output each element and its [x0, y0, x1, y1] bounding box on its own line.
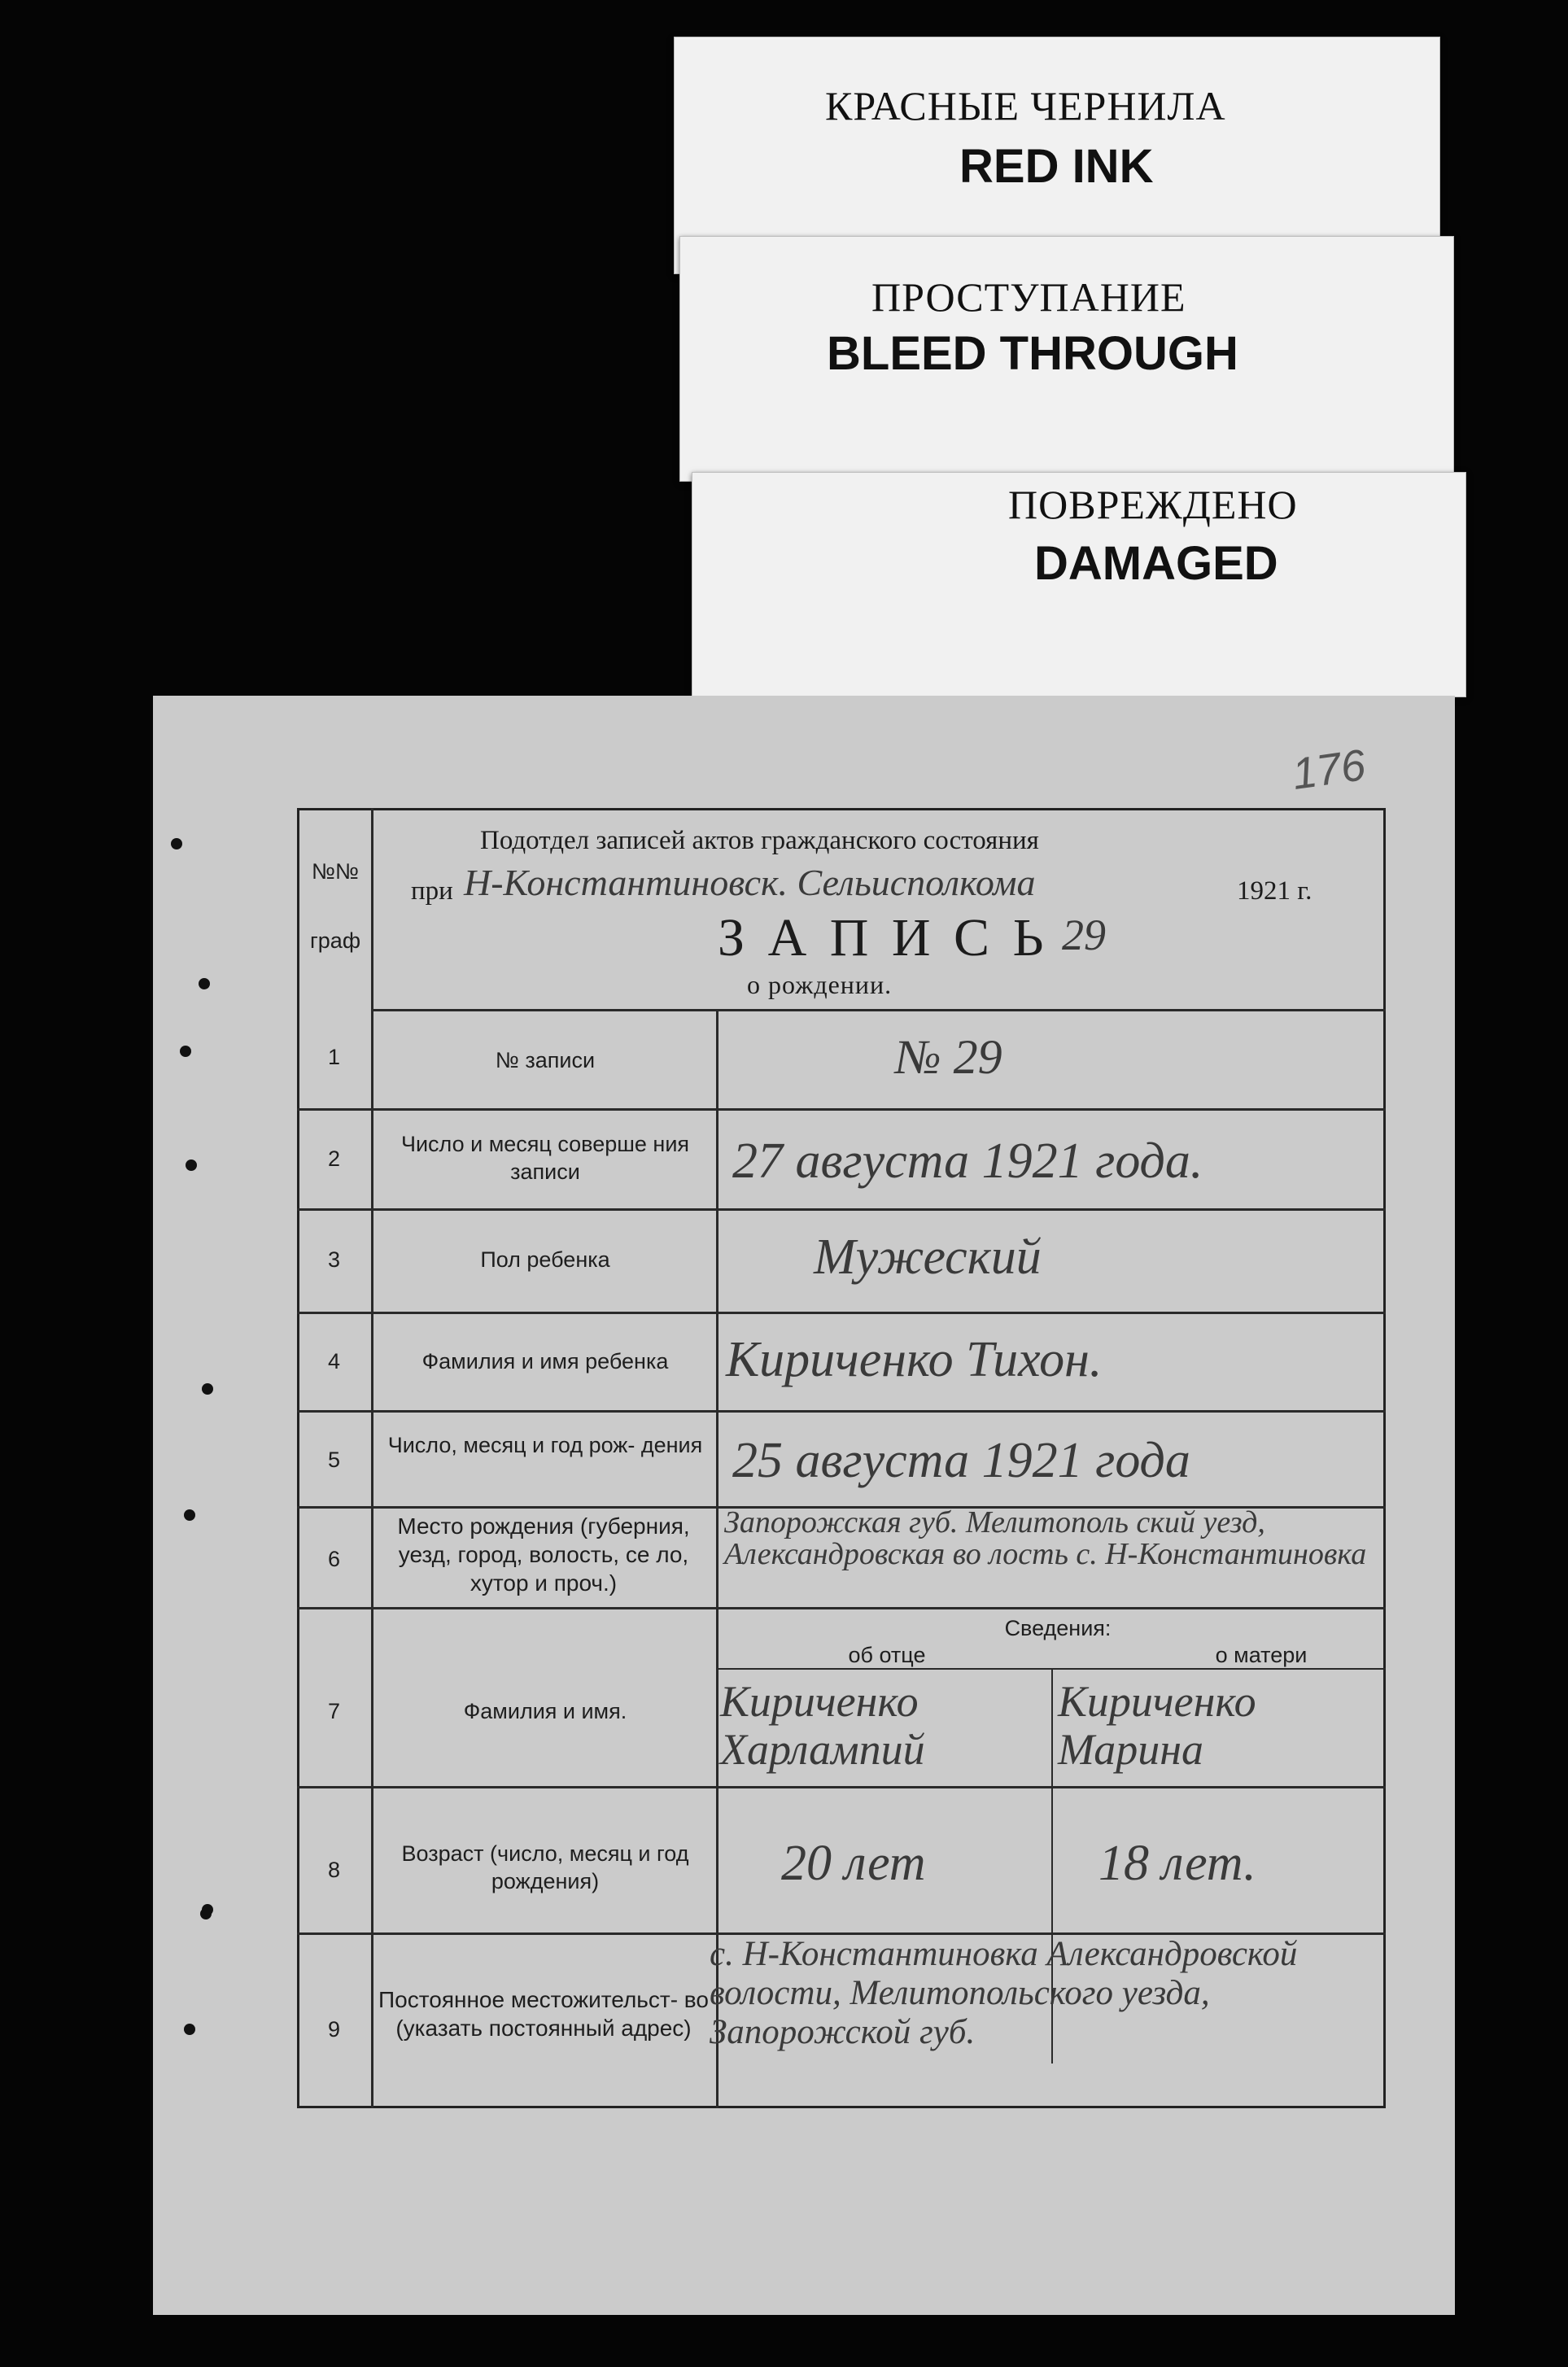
row-number: 7 [327, 1699, 341, 1723]
row-number: 3 [327, 1247, 341, 1272]
mother-name: Кириченко Марина [1058, 1677, 1256, 1775]
header-year: 1921 г. [1237, 876, 1312, 906]
bleed-through-label-en: BLEED THROUGH [827, 327, 1238, 380]
row-number: 4 [327, 1349, 341, 1373]
column-divider [371, 808, 373, 2108]
row-label: № записи [495, 1048, 596, 1072]
row-value: 27 августа 1921 года. [732, 1133, 1203, 1189]
father-name: Кириченко Харлампий [720, 1677, 925, 1775]
row-number: 8 [327, 1858, 341, 1882]
row-number: 6 [327, 1547, 341, 1571]
row-value: 25 августа 1921 года [732, 1433, 1190, 1488]
row-label: Пол ребенка [480, 1247, 610, 1272]
record-title: З А П И С Ь [718, 908, 1049, 967]
residence-value: с. Н-Константиновка Александровской волости, Мелитопольского уезда, Запорожской губ. [710, 1935, 1298, 2052]
header-line: Подотдел записей актов гражданского состояния [480, 826, 1039, 855]
bleed-through-label-ru: ПРОСТУПАНИЕ [871, 274, 1186, 320]
row-number: 9 [327, 2017, 341, 2042]
punch-hole [199, 978, 210, 989]
red-ink-label-en: RED INK [959, 140, 1154, 193]
parents-heading: Сведения: [1004, 1616, 1112, 1640]
punch-hole [202, 1383, 213, 1395]
father-age: 20 лет [781, 1836, 926, 1891]
page-number: 176 [1289, 740, 1369, 799]
row-label: Место рождения (губерния, уезд, город, волость, се ло, хутор и проч.) [397, 1513, 690, 1596]
row-number: 2 [327, 1146, 341, 1171]
header-pri: при [411, 876, 453, 906]
punch-hole [186, 1159, 197, 1171]
bleed-through-card [679, 236, 1454, 482]
row-number: 5 [327, 1448, 341, 1472]
row-value: Мужеский [814, 1229, 1042, 1285]
punch-hole [180, 1046, 191, 1057]
row-value: Кириченко Тихон. [726, 1332, 1103, 1387]
damaged-card [692, 472, 1466, 697]
row-number: 1 [327, 1045, 341, 1069]
punch-hole [184, 1509, 195, 1521]
row-divider [297, 1108, 1386, 1111]
red-ink-label-ru: КРАСНЫЕ ЧЕРНИЛА [825, 83, 1226, 129]
row-divider [297, 1786, 1386, 1788]
row-divider [297, 1410, 1386, 1413]
damaged-label-en: DAMAGED [1034, 537, 1278, 590]
row-divider [297, 1607, 1386, 1609]
mother-column-header: о матери [1215, 1643, 1308, 1667]
row-divider [371, 1009, 1386, 1011]
row-divider [297, 1208, 1386, 1211]
header-place: Н-Константиновск. Сельисполкома [464, 862, 1036, 903]
column-label-numbers: №№ [312, 859, 359, 884]
row-label: Возраст (число, месяц и год рождения) [401, 1841, 689, 1893]
punch-hole [171, 838, 182, 849]
punch-hole [202, 1904, 213, 1915]
row-label: Фамилия и имя. [463, 1699, 627, 1723]
column-label-graphs: граф [309, 928, 361, 953]
row-label: Постоянное местожительст- во (указать постоянный адрес) [378, 1987, 709, 2041]
row-value: № 29 [895, 1030, 1002, 1084]
record-title-number: 29 [1062, 911, 1106, 959]
row-label: Фамилия и имя ребенка [421, 1349, 669, 1373]
father-column-header: об отце [848, 1643, 926, 1667]
damaged-label-ru: ПОВРЕЖДЕНО [1008, 482, 1298, 527]
row-label: Число и месяц соверше ния записи [400, 1132, 690, 1184]
row-value: Запорожская губ. Мелитополь ский уезд, Александровская во лость с. Н-Константиновка [724, 1505, 1367, 1571]
row-label: Число, месяц и год рож- дения [387, 1433, 703, 1457]
mother-age: 18 лет. [1098, 1836, 1256, 1891]
punch-hole [184, 2024, 195, 2035]
record-subtitle: о рождении. [747, 970, 893, 999]
row-divider [297, 1312, 1386, 1314]
